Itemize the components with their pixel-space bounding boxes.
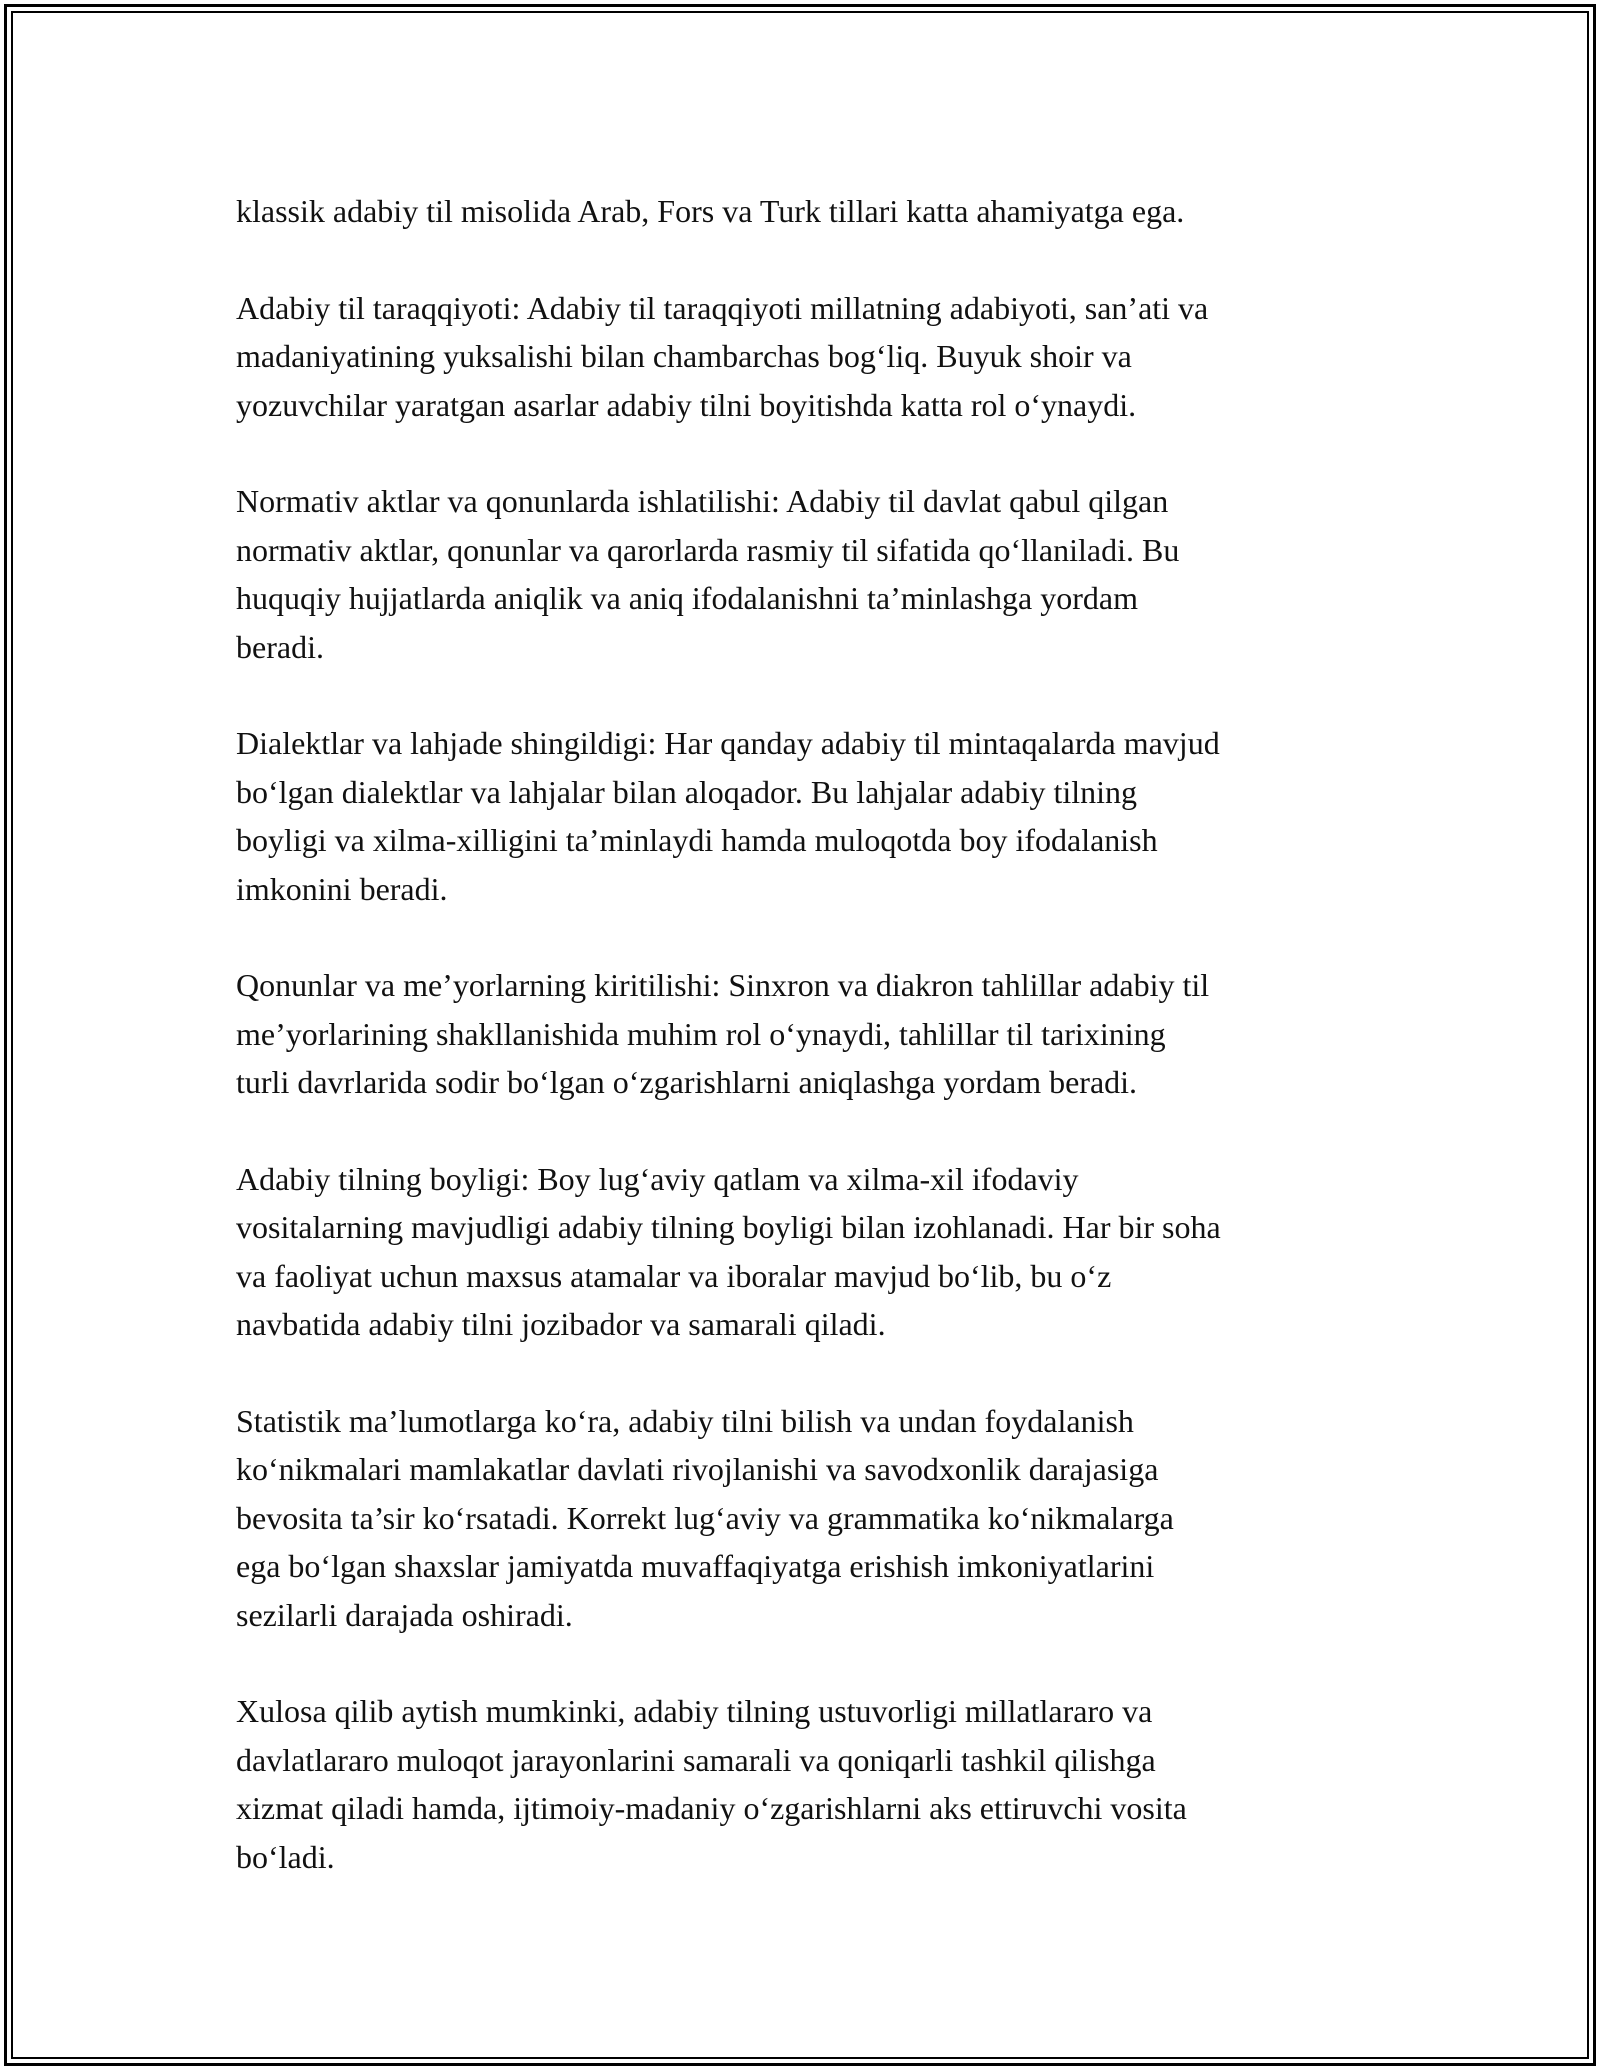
paragraph-statistik-malumotlar: Statistik ma’lumotlarga ko‘ra, adabiy tilni bilish va undan foydalanish ko‘nikmalari mamlakatlar davlati rivojlanishi va savodxonlik darajasiga bevosita ta’sir ko‘rsatadi. Korrekt lug‘aviy va grammatika ko‘nikmalarga ega bo‘lgan shaxslar jamiyatda muvaffaqiyatga erishish imkoniyatlarini sezilarli darajada oshiradi. (236, 1403, 1174, 1633)
paragraph-adabiy-til-taraqqiyoti: Adabiy til taraqqiyoti: Adabiy til taraqqiyoti millatning adabiyoti, san’ati va madaniyatining yuksalishi bilan chambarchas bog‘liq. Buyuk shoir va yozuvchilar yaratgan asarlar adabiy tilni boyitishda katta rol o‘ynaydi. (236, 289, 1209, 423)
paragraph-adabiy-tilning-boyligi: Adabiy tilning boyligi: Boy lug‘aviy qatlam va xilma-xil ifodaviy vositalarning mavjudligi adabiy tilning boyligi bilan izohlanadi. Har bir soha va faoliyat uchun maxsus atamalar va iboralar mavjud bo‘lib, bu o‘z navbatida adabiy tilni jozibador va samarali qiladi. (236, 1161, 1221, 1343)
paragraph-qonunlar-meyorlar: Qonunlar va me’yorlarning kiritilishi: Sinxron va diakron tahlillar adabiy til me’yorlarining shakllanishida muhim rol o‘ynaydi, tahlillar til tarixining turli davrlarida sodir bo‘lgan o‘zgarishlarni aniqlashga yordam beradi. (236, 967, 1210, 1101)
document-body (236, 187, 1376, 1930)
paragraph-normativ-aktlar: Normativ aktlar va qonunlarda ishlatilishi: Adabiy til davlat qabul qilgan normativ aktlar, qonunlar va qarorlarda rasmiy til sifatida qo‘llaniladi. Bu huquqiy hujjatlarda aniqlik va aniq ifodalanishni ta’minlashga yordam beradi. (236, 483, 1180, 665)
paragraph-intro-continuation: klassik adabiy til misolida Arab, Fors va Turk tillari katta ahamiyatga ega. (236, 193, 1185, 229)
paragraph-dialektlar: Dialektlar va lahjade shingildigi: Har qanday adabiy til mintaqalarda mavjud bo‘lgan dialektlar va lahjalar bilan aloqador. Bu lahjalar adabiy tilning boyligi va xilma-xilligini ta’minlaydi hamda muloqotda boy ifodalanish imkonini beradi. (236, 725, 1220, 907)
paragraph-xulosa: Xulosa qilib aytish mumkinki, adabiy tilning ustuvorligi millatlararo va davlatlararo muloqot jarayonlarini samarali va qoniqarli tashkil qilishga xizmat qiladi hamda, ijtimoiy-madaniy o‘zgarishlarni aks ettiruvchi vosita bo‘ladi. (236, 1693, 1187, 1875)
